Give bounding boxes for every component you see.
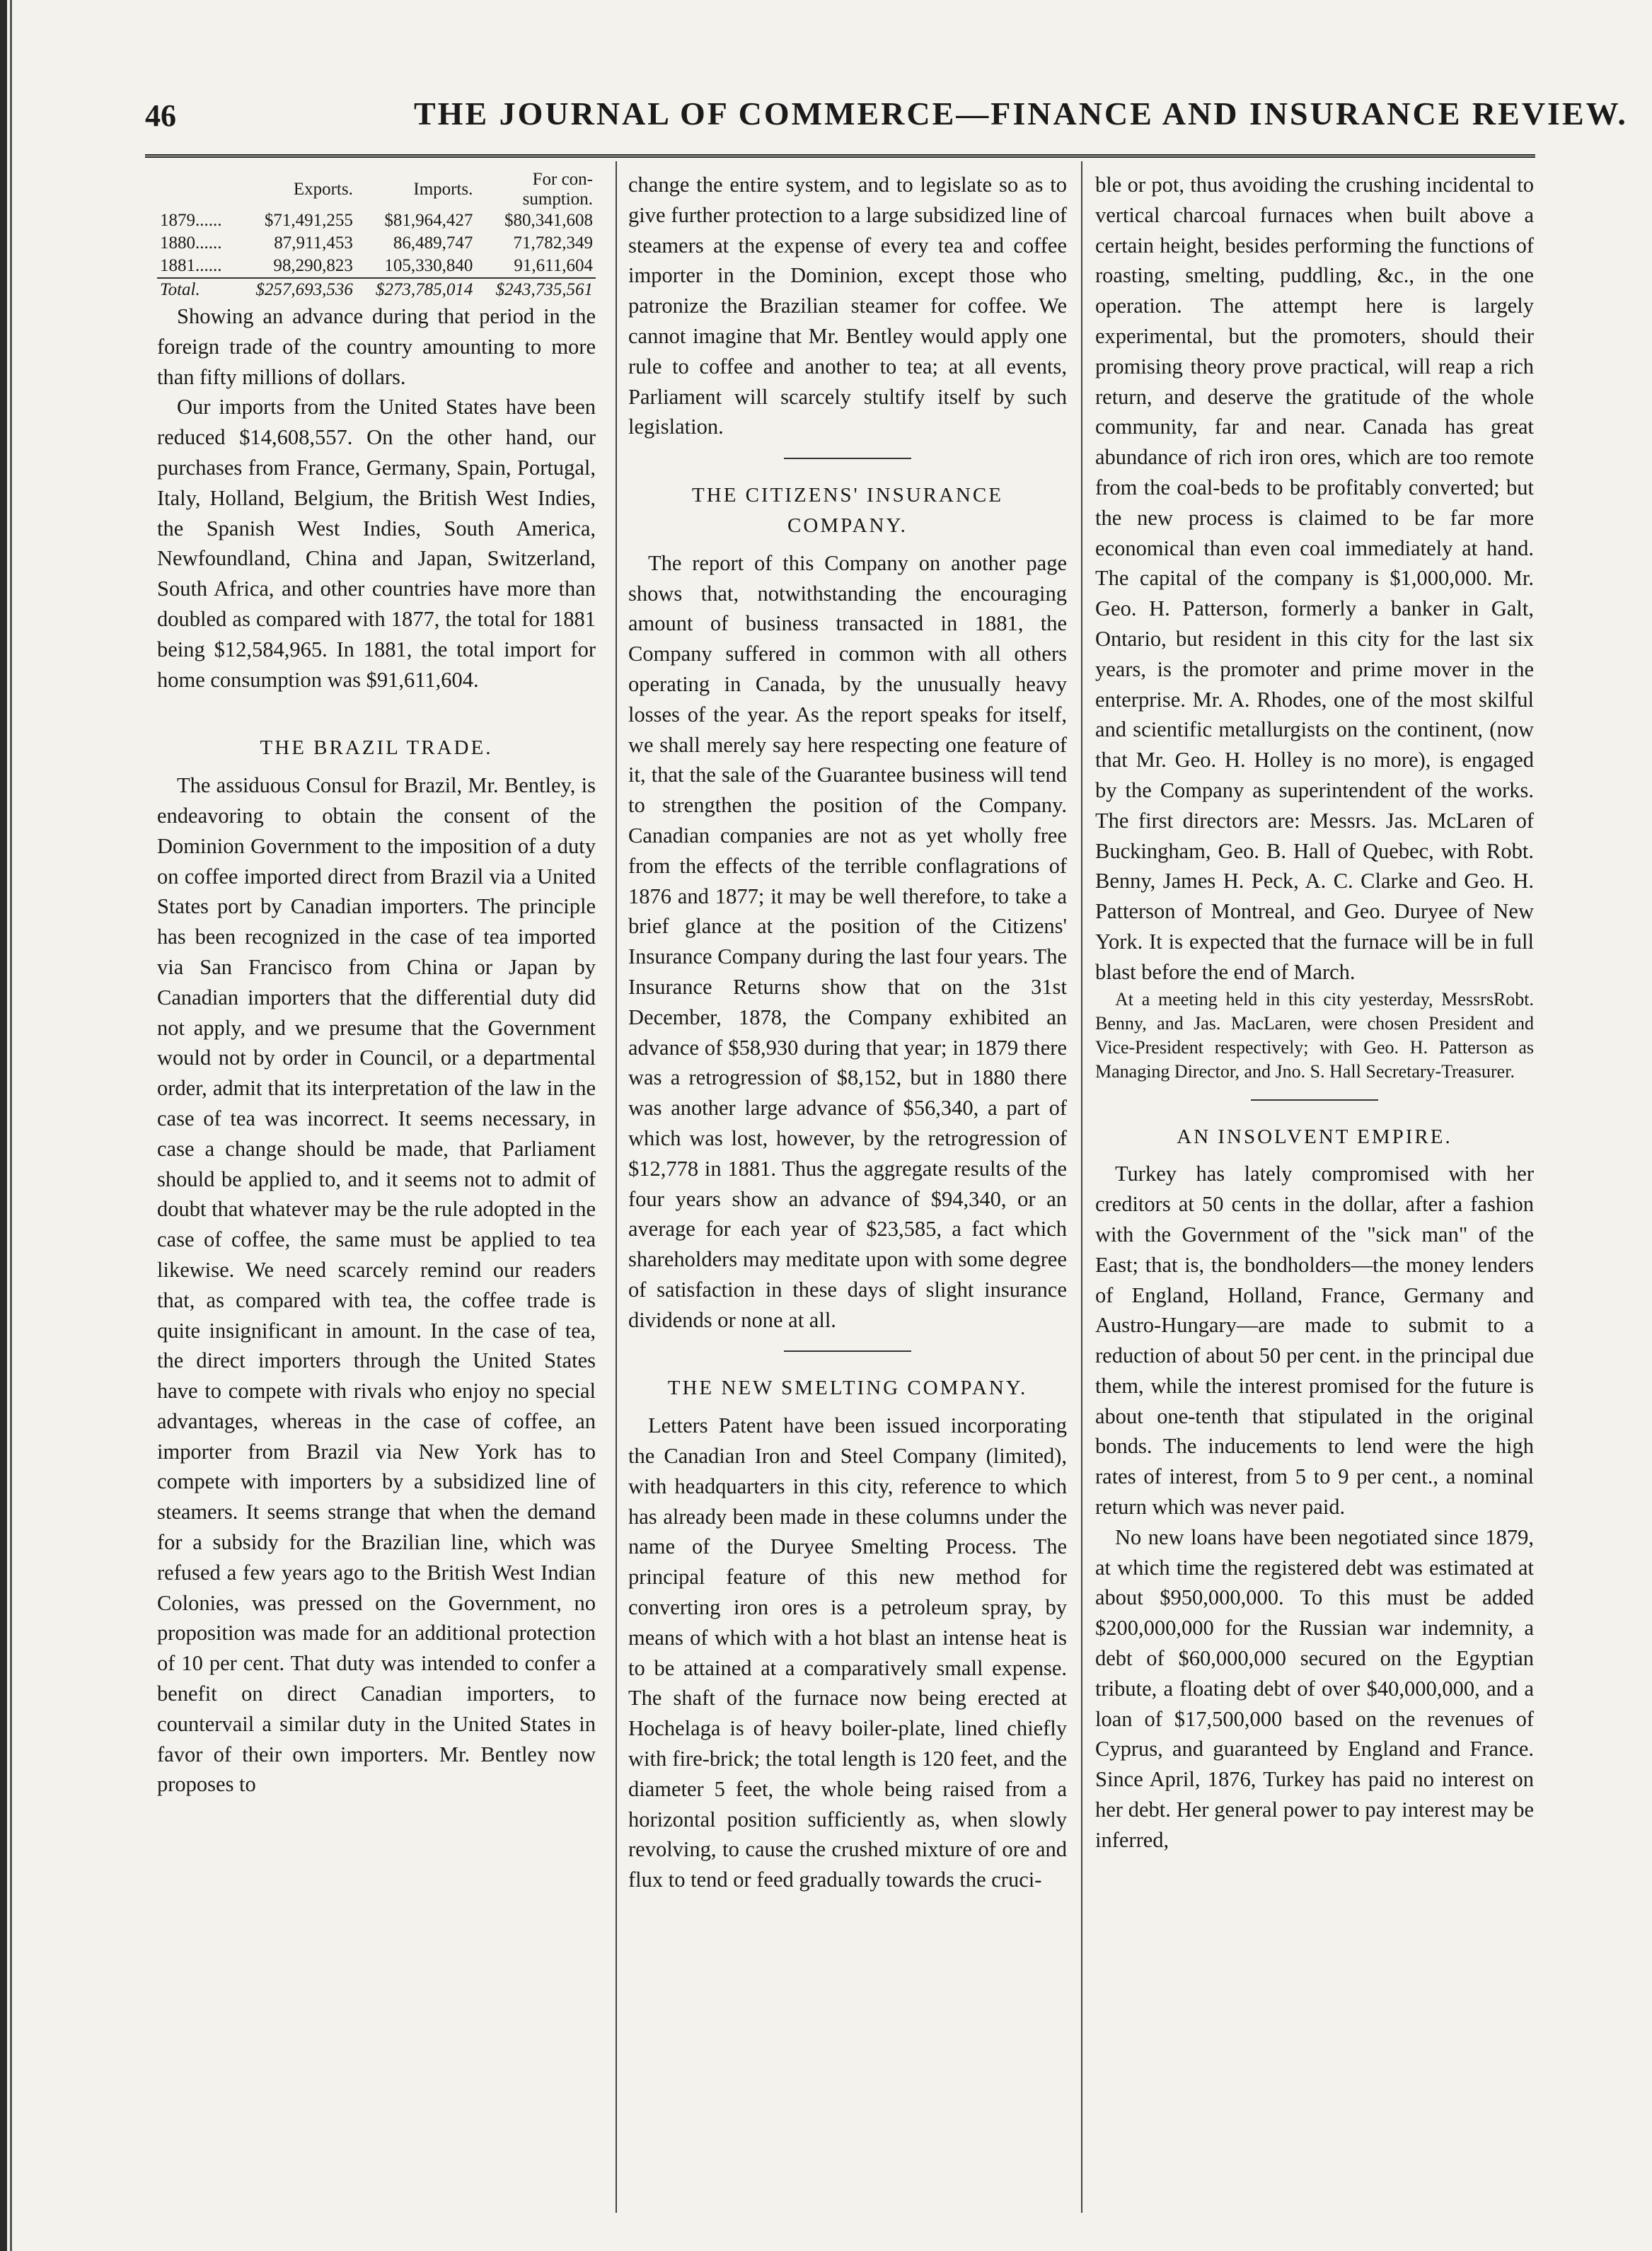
table-total-row [157, 278, 596, 301]
table-cell: 1881...... [160, 256, 222, 275]
column-1 [157, 170, 596, 1800]
paragraph: Turkey has lately compromised with her creditors at 50 cents in the dollar, after a fashion with the Government of the "sick man" of the East; that is, the bondholders—the money lenders of England, Holland, France, Germany and Austro-Hungary—are made to submit to a reduction of about 50 per cent. in the principal due them, while the interest promised for the future is about one-tenth that stipulated in the original bonds. The inducements to lend were the high rates of interest, from 5 to 9 per cent., a nominal return which was never paid. [1095, 1162, 1534, 1520]
trade-table [157, 170, 596, 301]
article-heading: AN INSOLVENT EMPIRE. [1177, 1125, 1452, 1148]
table-cell: 86,489,747 [393, 233, 473, 253]
table-row [157, 209, 596, 232]
journal-title: THE JOURNAL OF COMMERCE—FINANCE AND INSURANCE REVIEW. [414, 96, 1628, 132]
article-heading: THE CITIZENS' INSURANCE COMPANY. [692, 484, 1003, 537]
separator [1251, 1099, 1378, 1101]
table-cell: 71,782,349 [513, 233, 593, 253]
page-number: 46 [145, 98, 176, 133]
table-row [157, 255, 596, 278]
column-rule-2 [1081, 161, 1082, 2213]
table-cell: 1879...... [160, 211, 222, 230]
paragraph: Our imports from the United States have been reduced $14,608,557. On the other hand, our purchases from France, Germany, Spain, Portugal, Italy, Holland, Belgium, the British West Indies, the Spanish West Indies, South America, Newfoundland, China and Japan, Switzerland, South Africa, and other countries have more than doubled as compared with 1877, the total for 1881 being $12,584,965. In 1881, the total import for home consumption was $91,611,604. [157, 395, 596, 692]
separator [784, 458, 911, 459]
column-3 [1095, 170, 1534, 1856]
table-cell: 1880...... [160, 233, 222, 253]
table-cell: $243,735,561 [475, 278, 596, 301]
col-header-imports: Imports. [413, 180, 473, 199]
table-cell: 105,330,840 [384, 256, 473, 275]
page-header [145, 91, 1628, 140]
paragraph-small: At a meeting held in this city yesterday, MessrsRobt. Benny, and Jas. MacLaren, were chosen President and Vice-President respectively; with Geo. H. Patterson as Managing Director, and Jno. S. Hall Secretary-Treasurer. [1095, 988, 1534, 1082]
table-cell: 91,611,604 [514, 256, 593, 275]
table-cell: $80,341,608 [504, 211, 593, 230]
paragraph: The assiduous Consul for Brazil, Mr. Bentley, is endeavoring to obtain the consent of the Dominion Government to the imposition of a duty on coffee imported direct from Brazil via a United States port by Canadian importers. The principle has been recognized in the case of tea imported via San Francisco from China or Japan by Canadian importers that the differential duty did not apply, and we presume that the Government would not by order in Council, or a departmental order, admit that its interpretation of the law in the case of tea was incorrect. It seems necessary, in case a change should be made, that Parliament should be applied to, and it seems not to admit of doubt that whatever may be the rule adopted in the case of coffee, the same must be applied to tea likewise. We need scarcely remind our readers that, as compared with tea, the coffee trade is quite insignificant in amount. In the case of tea, the direct importers through the United States have to compete with rivals who enjoy no special advantages, whereas in the case of coffee, an importer from Brazil via New York has to compete with importers by a subsidized line of steamers. It seems strange that when the demand for a subsidy for the Brazilian line, which was refused a few years ago to the British West Indian Colonies, was pressed on the Government, no proposition was made for an additional protection of 10 per cent. That duty was intended to confer a benefit on direct Canadian importers, to countervail a similar duty in the United States in favor of their own importers. Mr. Bentley now proposes to [157, 773, 596, 1797]
page-edge-line [10, 0, 12, 2251]
article-heading: THE NEW SMELTING COMPANY. [667, 1377, 1028, 1400]
table-header-row [157, 170, 596, 209]
paragraph: Showing an advance during that period in the foreign trade of the country amounting to more than fifty millions of dollars. [157, 304, 596, 389]
paragraph: ble or pot, thus avoiding the crushing incidental to vertical charcoal furnaces when built above a certain height, besides performing the functions of roasting, smelting, puddling, &c., in the one operation. The attempt here is largely experimental, but the promoters, should their promising theory prove practical, will reap a rich return, and deserve the gratitude of the whole community, far and near. Canada has great abundance of rich iron ores, which are too remote from the coal-beds to be profitably converted; but the new process is claimed to be far more economical than even coal immediately at hand. The capital of the company is $1,000,000. Mr. Geo. H. Patterson, formerly a banker in Galt, Ontario, but resident in this city for the last six years, is the promoter and prime mover in the enterprise. Mr. A. Rhodes, one of the most skilful and scientific metallurgists on the continent, (now that Mr. Geo. H. Holley is no more), is engaged by the Company as superintendent of the works. The first directors are: Messrs. Jas. McLaren of Buckingham, Geo. B. Hall of Quebec, with Robt. Benny, James H. Peck, A. C. Clarke and Geo. H. Patterson of Montreal, and Geo. Duryee of New York. It is expected that the furnace will be in full blast before the end of March. [1095, 173, 1534, 984]
col-header-exports: Exports. [293, 180, 353, 199]
paragraph: Letters Patent have been issued incorporating the Canadian Iron and Steel Company (limited), with headquarters in this city, reference to which has already been made in these columns under the name of the Duryee Smelting Process. The principal feature of this new method for converting iron ores is a petroleum spray, by means of which with a hot blast an intense heat is to be attained at a comparatively small expense. The shaft of the furnace now being erected at Hochelaga is of heavy boiler-plate, lined chiefly with fire-brick; the total length is 120 feet, and the diameter 5 feet, the whole being raised from a horizontal position sufficiently as, when slowly revolving, to cause the crushed mixture of ore and flux to tend or feed gradually towards the cruci- [628, 1413, 1067, 1892]
table-cell: 87,911,453 [274, 233, 353, 253]
table-cell: $273,785,014 [356, 278, 476, 301]
table-cell: 98,290,823 [273, 256, 353, 275]
column-rule-1 [616, 161, 617, 2213]
separator [784, 1350, 911, 1352]
paragraph: No new loans have been negotiated since 1879, at which time the registered debt was estimated at about $950,000,000. To this must be added $200,000,000 for the Russian war indemnity, a debt of $60,000,000 secured on the Egyptian tribute, a floating debt of over $40,000,000, and a loan of $17,500,000 based on the revenues of Cyprus, and guaranteed by England and France. Since April, 1876, Turkey has paid no interest on her debt. Her general power to pay interest may be inferred, [1095, 1524, 1534, 1852]
table-cell: $81,964,427 [384, 211, 473, 230]
table-cell: Total. [157, 278, 236, 301]
header-rule [145, 154, 1535, 160]
article-heading: THE BRAZIL TRADE. [260, 736, 493, 760]
page-edge [0, 0, 7, 2251]
col-header-consumption: For con- sumption. [522, 170, 593, 209]
table-cell: $257,693,536 [236, 278, 356, 301]
column-2 [628, 170, 1067, 1895]
paragraph: change the entire system, and to legislate so as to give further protection to a large subsidized line of steamers at the expense of every tea and coffee importer in the Dominion, except those who patronize the Brazilian steamer for coffee. We cannot imagine that Mr. Bentley would apply one rule to coffee and another to tea; at all events, Parliament will scarcely stultify itself by such legislation. [628, 173, 1067, 439]
table-row [157, 232, 596, 255]
paragraph: The report of this Company on another page shows that, notwithstanding the encouraging amount of business transacted in 1881, the Company suffered in common with all others operating in Canada, by the unusually heavy losses of the year. As the report speaks for itself, we shall merely say here respecting one feature of it, that the sale of the Guarantee business will tend to strengthen the position of the Company. Canadian companies are not as yet wholly free from the effects of the terrible conflagrations of 1876 and 1877; it may be well therefore, to take a brief glance at the position of the Citizens' Insurance Company during the last four years. The Insurance Returns show that on the 31st December, 1878, the Company exhibited an advance of $58,930 during that year; in 1879 there was a retrogression of $8,152, but in 1880 there was another large advance of $56,340, a part of which was lost, however, by the retrogression of $12,778 in 1881. Thus the aggregate results of the four years show an advance of $94,340, or an average for each year of $23,585, a fact which shareholders may meditate upon with some degree of satisfaction in these days of slight insurance dividends or none at all. [628, 550, 1067, 1332]
table-cell: $71,491,255 [264, 211, 353, 230]
